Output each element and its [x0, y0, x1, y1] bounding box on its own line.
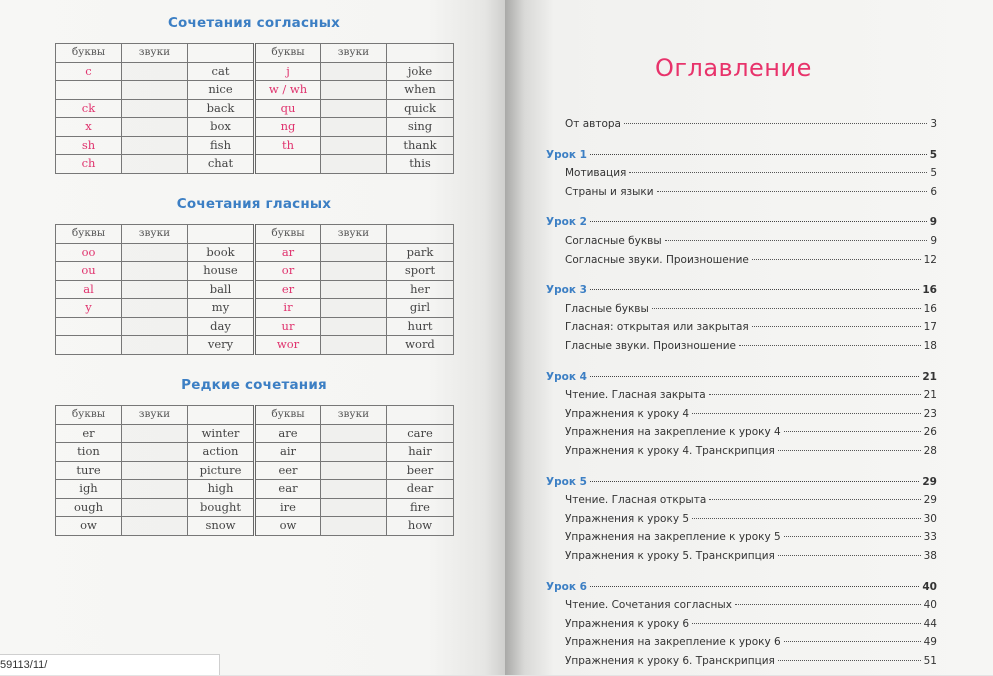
example-word-cell: quick — [387, 99, 454, 118]
toc-entry — [565, 235, 937, 247]
toc-page-number: 29 — [922, 475, 937, 488]
letters-cell — [255, 155, 321, 174]
header-cell: буквы — [56, 44, 122, 63]
letters-cell — [56, 336, 122, 355]
header-cell: звуки — [321, 44, 387, 63]
leader-dots — [709, 499, 920, 500]
toc-entry — [565, 655, 937, 667]
vowels-title: Сочетания гласных — [176, 196, 332, 212]
table-row — [56, 262, 454, 281]
sounds-cell — [122, 317, 188, 336]
leader-dots — [665, 240, 928, 241]
toc-entry-title: Урок 5 — [546, 475, 587, 488]
table-row — [56, 498, 454, 517]
toc-lesson-entry — [546, 216, 937, 228]
example-word-cell: word — [387, 336, 454, 355]
example-word-cell: back — [188, 99, 255, 118]
toc-page-number: 40 — [923, 599, 937, 612]
example-word-cell: hurt — [387, 317, 454, 336]
consonants-table — [55, 43, 454, 174]
example-word-cell: sport — [387, 262, 454, 281]
rare-table — [55, 405, 454, 536]
toc-entry-title: Урок 2 — [546, 216, 587, 229]
toc-entry-title: Упражнения к уроку 5. Транскрипция — [565, 550, 775, 562]
table-header-row — [56, 225, 454, 244]
example-word-cell: day — [188, 317, 255, 336]
letters-cell: th — [255, 136, 321, 155]
toc-page-number: 23 — [923, 407, 937, 420]
table-row — [56, 517, 454, 536]
letters-cell: ck — [56, 99, 122, 118]
table-row — [56, 336, 454, 355]
example-word-cell: fire — [387, 498, 454, 517]
example-word-cell: snow — [188, 517, 255, 536]
example-word-cell: hair — [387, 443, 454, 462]
toc-lesson-entry — [546, 284, 937, 296]
example-word-cell: joke — [387, 62, 454, 81]
toc-entry — [565, 167, 937, 179]
leader-dots — [752, 326, 921, 327]
toc-entry — [565, 118, 937, 130]
example-word-cell: her — [387, 280, 454, 299]
leader-dots — [590, 376, 919, 377]
letters-cell: ar — [255, 243, 321, 262]
toc-entry-title: Упражнения на закрепление к уроку 4 — [565, 426, 781, 439]
table-header-row — [56, 44, 454, 63]
toc-entry-title: Страны и языки — [565, 185, 654, 198]
consonants-title: Сочетания согласных — [167, 15, 341, 31]
sounds-cell — [321, 155, 387, 174]
sounds-cell — [321, 461, 387, 480]
letters-cell: ow — [56, 517, 122, 536]
sounds-cell — [122, 155, 188, 174]
letters-cell: ear — [255, 480, 321, 499]
letters-cell: are — [255, 424, 321, 443]
table-row — [56, 299, 454, 318]
header-cell — [387, 44, 454, 63]
example-word-cell: when — [387, 81, 454, 100]
sounds-cell — [122, 62, 188, 81]
header-cell: звуки — [122, 406, 188, 425]
letters-cell: x — [56, 118, 122, 137]
toc-entry — [565, 550, 937, 562]
toc-lesson-entry — [546, 581, 937, 593]
letters-cell: ou — [56, 262, 122, 281]
leader-dots — [739, 345, 921, 346]
toc-page-number: 44 — [923, 617, 937, 630]
example-word-cell: how — [387, 517, 454, 536]
toc-lesson-entry — [546, 149, 937, 161]
letters-cell: er — [255, 280, 321, 299]
letters-cell: y — [56, 299, 122, 318]
toc-entry-title: Упражнения к уроку 4. Транскрипция — [565, 445, 775, 457]
leader-dots — [778, 450, 921, 451]
toc-entry — [565, 340, 937, 352]
sounds-cell — [321, 480, 387, 499]
toc-title: Оглавление — [655, 54, 812, 82]
toc-entry-title: Упражнения на закрепление к уроку 5 — [565, 531, 781, 544]
letters-cell: ng — [255, 118, 321, 137]
letters-cell: qu — [255, 99, 321, 118]
toc-page-number: 16 — [922, 284, 937, 297]
letters-cell: j — [255, 62, 321, 81]
letters-cell — [56, 317, 122, 336]
url-status-bar: 59113/11/ — [0, 654, 220, 675]
letters-cell: w / wh — [255, 81, 321, 100]
toc-entry-title: Согласные буквы — [565, 235, 662, 247]
toc-entry-title: Урок 1 — [546, 148, 587, 161]
toc-entry-title: Мотивация — [565, 167, 627, 180]
leader-dots — [657, 191, 928, 192]
toc-entry-title: Урок 6 — [546, 580, 587, 593]
toc-page-number: 26 — [923, 426, 937, 439]
toc-page-number: 51 — [923, 655, 937, 667]
sounds-cell — [122, 280, 188, 299]
leader-dots — [692, 413, 921, 414]
right-page — [505, 0, 993, 675]
leader-dots — [735, 604, 921, 605]
example-word-cell: sing — [387, 118, 454, 137]
letters-cell: ch — [56, 155, 122, 174]
example-word-cell: high — [188, 480, 255, 499]
toc-page-number: 33 — [923, 531, 937, 544]
sounds-cell — [321, 317, 387, 336]
header-cell: буквы — [255, 406, 321, 425]
letters-cell: oo — [56, 243, 122, 262]
header-cell: буквы — [56, 406, 122, 425]
table-row — [56, 480, 454, 499]
sounds-cell — [122, 461, 188, 480]
example-word-cell: book — [188, 243, 255, 262]
toc-page-number: 30 — [923, 512, 937, 525]
letters-cell: er — [56, 424, 122, 443]
toc-page-number: 29 — [923, 494, 937, 507]
sounds-cell — [321, 443, 387, 462]
table-row — [56, 99, 454, 118]
toc-entry — [565, 321, 937, 333]
toc-entry-title: Урок 4 — [546, 370, 587, 383]
letters-cell: ir — [255, 299, 321, 318]
header-cell: буквы — [255, 44, 321, 63]
toc-page-number: 3 — [930, 118, 937, 130]
toc-entry — [565, 531, 937, 543]
toc-entry-title: Урок 3 — [546, 284, 587, 297]
sounds-cell — [122, 480, 188, 499]
leader-dots — [784, 431, 921, 432]
sounds-cell — [122, 243, 188, 262]
sounds-cell — [321, 299, 387, 318]
leader-dots — [778, 660, 921, 661]
sounds-cell — [122, 443, 188, 462]
example-word-cell: dear — [387, 480, 454, 499]
sounds-cell — [321, 99, 387, 118]
sounds-cell — [122, 498, 188, 517]
toc-page-number: 18 — [923, 340, 937, 352]
sounds-cell — [122, 118, 188, 137]
toc-entry — [565, 426, 937, 438]
sounds-cell — [321, 62, 387, 81]
toc-lesson-entry — [546, 476, 937, 488]
leader-dots — [590, 586, 919, 587]
toc-page-number: 9 — [929, 216, 937, 229]
sounds-cell — [122, 262, 188, 281]
sounds-cell — [321, 81, 387, 100]
example-word-cell: very — [188, 336, 255, 355]
toc-entry — [565, 303, 937, 315]
toc-entry-title: Чтение. Сочетания согласных — [565, 599, 732, 612]
toc-entry — [565, 186, 937, 198]
toc-entry-title: Упражнения к уроку 6. Транскрипция — [565, 655, 775, 667]
toc-page-number: 21 — [923, 389, 937, 402]
header-cell — [188, 225, 255, 244]
sounds-cell — [321, 262, 387, 281]
header-cell: звуки — [122, 225, 188, 244]
table-row — [56, 81, 454, 100]
toc-entry-title: Чтение. Гласная закрыта — [565, 389, 706, 402]
table-row — [56, 118, 454, 137]
leader-dots — [692, 518, 921, 519]
toc-entry — [565, 494, 937, 506]
sounds-cell — [122, 517, 188, 536]
leader-dots — [784, 536, 921, 537]
letters-cell: eer — [255, 461, 321, 480]
toc-page-number: 21 — [922, 370, 937, 383]
example-word-cell: fish — [188, 136, 255, 155]
leader-dots — [652, 308, 921, 309]
example-word-cell: chat — [188, 155, 255, 174]
toc-entry-title: Упражнения на закрепление к уроку 6 — [565, 636, 781, 649]
leader-dots — [590, 221, 927, 222]
vowels-table — [55, 224, 454, 355]
toc-entry-title: Гласные звуки. Произношение — [565, 340, 736, 352]
sounds-cell — [122, 99, 188, 118]
sounds-cell — [321, 336, 387, 355]
header-cell: звуки — [321, 406, 387, 425]
leader-dots — [692, 623, 921, 624]
sounds-cell — [321, 517, 387, 536]
leader-dots — [778, 555, 921, 556]
example-word-cell: care — [387, 424, 454, 443]
toc-entry — [565, 408, 937, 420]
leader-dots — [629, 172, 927, 173]
example-word-cell: park — [387, 243, 454, 262]
leader-dots — [590, 154, 927, 155]
sounds-cell — [122, 81, 188, 100]
example-word-cell: thank — [387, 136, 454, 155]
sounds-cell — [321, 118, 387, 137]
toc-entry-title: Согласные звуки. Произношение — [565, 253, 749, 266]
example-word-cell: house — [188, 262, 255, 281]
header-cell: звуки — [321, 225, 387, 244]
sounds-cell — [122, 424, 188, 443]
leader-dots — [590, 481, 919, 482]
leader-dots — [752, 259, 921, 260]
letters-cell: sh — [56, 136, 122, 155]
leader-dots — [784, 641, 921, 642]
leader-dots — [624, 123, 927, 124]
header-cell: буквы — [255, 225, 321, 244]
leader-dots — [709, 394, 921, 395]
toc-entry — [565, 445, 937, 457]
toc-entry — [565, 254, 937, 266]
toc-page-number: 12 — [923, 253, 937, 266]
toc-page-number: 17 — [923, 321, 937, 334]
sounds-cell — [122, 299, 188, 318]
toc-entry — [565, 618, 937, 630]
header-cell — [188, 406, 255, 425]
table-row — [56, 243, 454, 262]
letters-cell: air — [255, 443, 321, 462]
letters-cell: or — [255, 262, 321, 281]
letters-cell: igh — [56, 480, 122, 499]
toc-page-number: 16 — [923, 302, 937, 315]
header-cell: звуки — [122, 44, 188, 63]
example-word-cell: box — [188, 118, 255, 137]
toc-page-number: 6 — [930, 185, 937, 198]
sounds-cell — [321, 424, 387, 443]
toc-page-number: 49 — [923, 636, 937, 649]
letters-cell — [56, 81, 122, 100]
header-cell — [387, 406, 454, 425]
toc-entry-title: Гласная: открытая или закрытая — [565, 321, 749, 334]
header-cell: буквы — [56, 225, 122, 244]
letters-cell: ur — [255, 317, 321, 336]
example-word-cell: nice — [188, 81, 255, 100]
example-word-cell: girl — [387, 299, 454, 318]
toc-page-number: 5 — [929, 148, 937, 161]
leader-dots — [590, 289, 919, 290]
toc-entry-title: Чтение. Гласная открыта — [565, 494, 707, 507]
example-word-cell: picture — [188, 461, 255, 480]
toc-page-number: 40 — [922, 580, 937, 593]
toc-entry-title: От автора — [565, 118, 621, 130]
example-word-cell: bought — [188, 498, 255, 517]
table-row — [56, 461, 454, 480]
toc-entry-title: Упражнения к уроку 5 — [565, 512, 690, 525]
toc-lesson-entry — [546, 371, 937, 383]
table-row — [56, 317, 454, 336]
toc-entry-title: Упражнения к уроку 6 — [565, 617, 690, 630]
example-word-cell: my — [188, 299, 255, 318]
table-row — [56, 155, 454, 174]
toc-entry-title: Гласные буквы — [565, 302, 649, 315]
sounds-cell — [122, 136, 188, 155]
toc-page-number: 38 — [923, 550, 937, 562]
letters-cell: tion — [56, 443, 122, 462]
table-row — [56, 62, 454, 81]
example-word-cell: winter — [188, 424, 255, 443]
letters-cell: ow — [255, 517, 321, 536]
example-word-cell: ball — [188, 280, 255, 299]
toc-entry — [565, 513, 937, 525]
sounds-cell — [122, 336, 188, 355]
sounds-cell — [321, 498, 387, 517]
toc-page-number: 28 — [923, 445, 937, 457]
header-cell — [188, 44, 255, 63]
rare-title: Редкие сочетания — [181, 377, 327, 393]
table-row — [56, 280, 454, 299]
example-word-cell: cat — [188, 62, 255, 81]
letters-cell: ough — [56, 498, 122, 517]
letters-cell: ture — [56, 461, 122, 480]
toc-entry — [565, 599, 937, 611]
example-word-cell: beer — [387, 461, 454, 480]
table-header-row — [56, 406, 454, 425]
sounds-cell — [321, 280, 387, 299]
table-row — [56, 443, 454, 462]
sounds-cell — [321, 243, 387, 262]
table-row — [56, 424, 454, 443]
letters-cell: al — [56, 280, 122, 299]
toc-page-number: 9 — [930, 235, 937, 247]
toc-entry — [565, 636, 937, 648]
toc-entry — [565, 389, 937, 401]
example-word-cell: action — [188, 443, 255, 462]
letters-cell: c — [56, 62, 122, 81]
sounds-cell — [321, 136, 387, 155]
table-row — [56, 136, 454, 155]
letters-cell: wor — [255, 336, 321, 355]
example-word-cell: this — [387, 155, 454, 174]
toc-page-number: 5 — [930, 167, 937, 180]
toc-entry-title: Упражнения к уроку 4 — [565, 407, 690, 420]
letters-cell: ire — [255, 498, 321, 517]
header-cell — [387, 225, 454, 244]
